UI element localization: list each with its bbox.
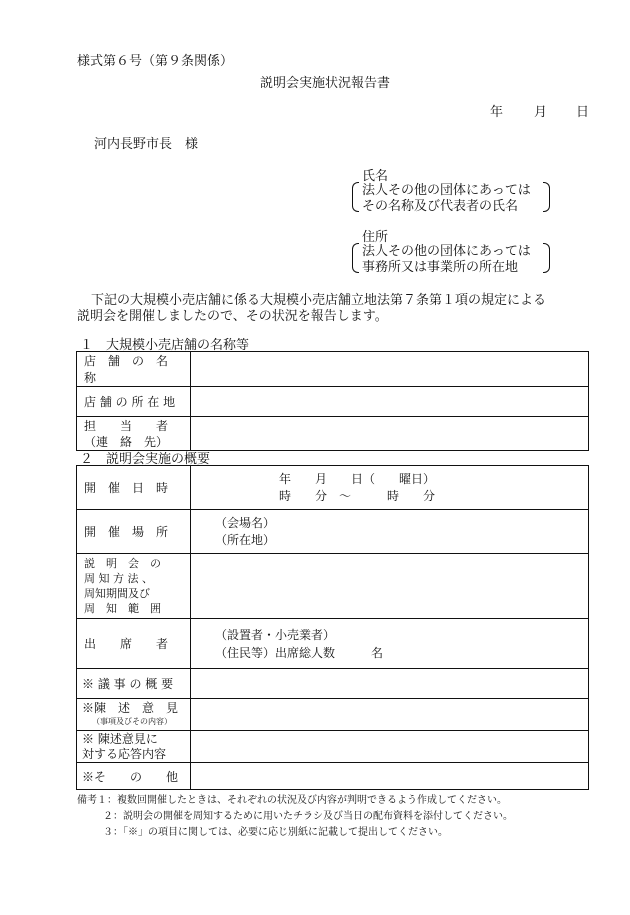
opinions-field[interactable] [191,699,589,731]
proceedings-row [77,669,589,699]
notice-label-line-2: 周 知 方 法 、 [84,572,153,585]
date-row [77,466,589,510]
store-name-label: 店 舗 の 名 称 [77,352,191,387]
name-label: 氏名 [362,169,389,184]
other-label: ※そ の 他 [77,763,191,790]
date-line-2: 時 分 ～ 時 分 [279,488,436,503]
attendees-row [77,619,589,669]
notice-row [77,554,589,619]
name-note-1: 法人その他の団体にあっては [362,183,531,198]
other-row [77,763,589,790]
venue-field[interactable] [191,510,589,554]
venue-line-1: （会場名） [215,515,276,530]
contact-field[interactable] [191,417,589,451]
store-location-row [77,387,589,417]
store-location-label: 店 舗 の 所 在 地 [77,387,191,417]
section1-heading: １ 大規模小売店舗の名称等 [80,338,250,353]
notice-label-line-3: 周知期間及び [84,587,150,600]
notice-label [77,554,191,619]
notice-label-line-4: 周 知 範 囲 [84,602,161,615]
proceedings-label: ※ 議 事 の 概 要 [77,669,191,699]
address-note-1: 法人その他の団体にあっては [362,244,531,259]
note-1: 備考１：複数回開催したときは、それぞれの状況及び内容が判明できるよう作成してください。 [77,795,507,806]
store-location-field[interactable] [191,387,589,417]
venue-line-2: （所在地） [215,532,276,547]
briefing-summary-table [76,465,589,790]
name-bracket-left [352,182,359,212]
attendees-line-2: （住民等）出席総人数 名 [215,645,384,660]
store-name-field[interactable] [191,352,589,387]
contact-label-line-2: （連 絡 先） [84,434,169,449]
name-bracket-right [543,182,550,212]
other-field[interactable] [191,763,589,790]
venue-label: 開 催 場 所 [77,510,191,554]
response-label-line-1: ※ 陳述意見に [82,731,158,746]
response-field[interactable] [191,731,589,763]
attendees-label: 出 席 者 [77,619,191,669]
date-label: 開 催 日 時 [77,466,191,510]
intro-line-2: 説明会を開催しましたので、その状況を報告します。 [77,309,388,324]
address-bracket-left [352,243,359,273]
notice-label-line-1: 説 明 会 の [84,557,161,570]
attendees-line-1: （設置者・小売業者） [215,627,336,642]
document-title: 説明会実施状況報告書 [260,76,391,91]
response-label-line-2: 対する応答内容 [82,746,167,761]
intro-line-1: 下記の大規模小売店舗に係る大規模小売店舗立地法第７条第１項の規定による [91,293,547,308]
address-note-2: 事務所又は事業所の所在地 [362,260,519,275]
address-label: 住所 [362,230,389,245]
opinions-label-line-2: （事項及びその内容） [92,716,172,726]
notice-field[interactable] [191,554,589,619]
addressee: 河内長野市長 様 [94,137,199,152]
contact-label-line-1: 担 当 者 [84,418,169,433]
form-number: 様式第６号（第９条関係） [77,54,234,69]
venue-row [77,510,589,554]
opinions-label [77,699,191,731]
store-info-table [76,351,589,451]
date-line-1: 年 月 日（ 曜日） [279,471,436,486]
date-year-label: 年 [490,105,504,120]
store-name-row [77,352,589,387]
date-day-label: 日 [576,105,590,120]
contact-row [77,417,589,451]
opinions-row [77,699,589,731]
date-field[interactable] [191,466,589,510]
name-note-2: その名称及び代表者の氏名 [362,199,519,214]
response-label [77,731,191,763]
note-3: ３：「※」の項目に関しては、必要に応じ別紙に記載して提出してください。 [103,827,448,838]
opinions-label-line-1: ※陳 述 意 見 [82,700,179,715]
address-bracket-right [543,243,550,273]
response-row [77,731,589,763]
contact-label [77,417,191,451]
proceedings-field[interactable] [191,669,589,699]
note-2: ２：説明会の開催を周知するために用いたチラシ及び当日の配布資料を添付してください。 [103,811,513,822]
attendees-field[interactable] [191,619,589,669]
section2-heading: ２ 説明会実施の概要 [80,452,211,467]
date-month-label: 月 [534,105,548,120]
